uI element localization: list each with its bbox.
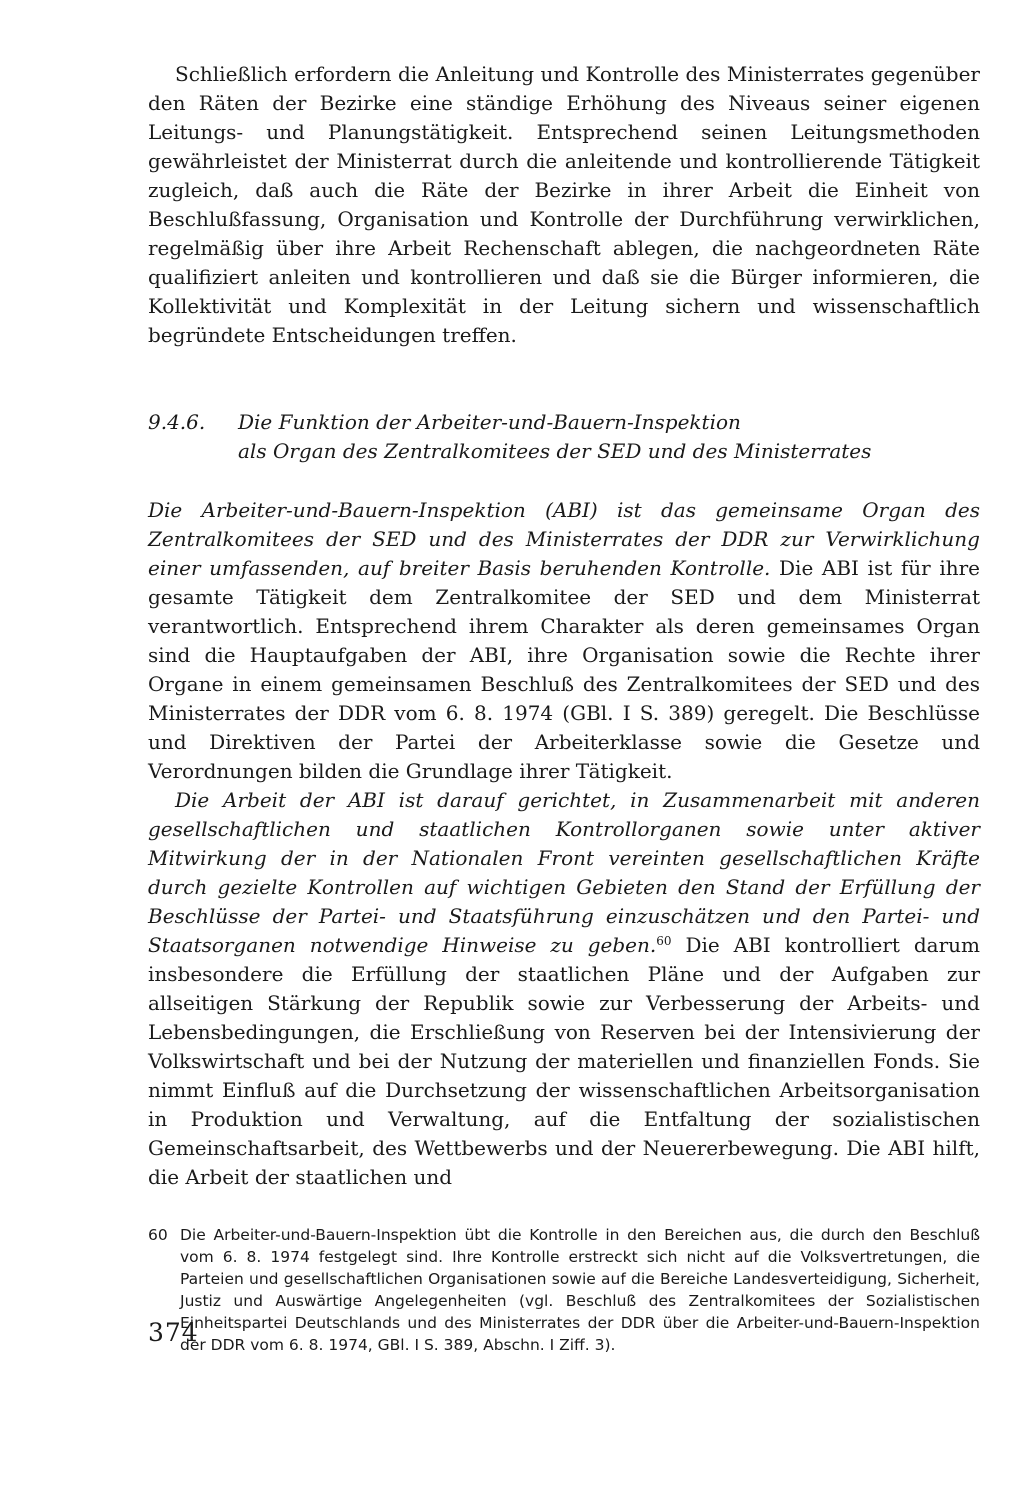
paragraph-3 (148, 786, 980, 1192)
section-title-line-1: Die Funktion der Arbeiter-und-Bauern-Inspektion (238, 410, 741, 434)
paragraph-3-rest: Die ABI kontrolliert darum insbesondere die Erfüllung der staatlichen Pläne und der Aufgaben zur allseitigen Stärkung der Republik sowie zur Verbesserung der Arbeits- und Lebensbedingungen, die Erschließung von Reserven bei der Intensivierung der Volkswirtschaft und bei der Nutzung der materiellen und finanziellen Fonds. Sie nimmt Einfluß auf die Durchsetzung der wissenschaftlichen Arbeitsorganisation in Produktion und Verwaltung, auf die Entfaltung der sozialistischen Gemeinschaftsarbeit, des Wettbewerbs und der Neuererbewegung. Die ABI hilft, die Arbeit der staatlichen und (148, 933, 980, 1189)
footnote-text: Die Arbeiter-und-Bauern-Inspektion übt die Kontrolle in den Bereichen aus, die durch den Beschluß vom 6. 8. 1974 festgelegt sind. Ihre Kontrolle erstreckt sich nicht auf die Volksvertretungen, die Parteien und gesellschaftlichen Organisationen sowie auf die Bereiche Landesverteidigung, Sicherheit, Justiz und Auswärtige Angelegenheiten (vgl. Beschluß des Zentralkomitees der Sozialistischen Einheitspartei Deutschlands und des Ministerrates der DDR über die Arbeiter-und-Bauern-Inspektion der DDR vom 6. 8. 1974, GBl. I S. 389, Abschn. I Ziff. 3). (180, 1226, 980, 1354)
paragraph-2-italic: Die Arbeiter-und-Bauern-Inspektion (ABI) ist das gemeinsame Organ des Zentralkomitees der SED und des Ministerrates der DDR zur Verwirklichung einer umfassenden, auf breiter Basis beruhenden Kontrolle. (148, 498, 980, 580)
paragraph-2 (148, 496, 980, 786)
footnote-number: 60 (148, 1226, 168, 1244)
section-heading (148, 408, 980, 466)
footnote (148, 1224, 980, 1356)
page-content (148, 60, 980, 1356)
paragraph-2-rest: Die ABI ist für ihre gesamte Tätigkeit dem Zentralkomitee der SED und dem Ministerrat verantwortlich. Entsprechend ihrem Charakter als deren gemeinsames Organ sind die Hauptaufgaben der ABI, ihre Organisation sowie die Rechte ihrer Organe in einem gemeinsamen Beschluß des Zentralkomitees der SED und des Ministerrates der DDR vom 6. 8. 1974 (GBl. I S. 389) geregelt. Die Beschlüsse und Direktiven der Partei der Arbeiterklasse sowie die Gesetze und Verordnungen bilden die Grundlage ihrer Tätigkeit. (148, 556, 980, 783)
section-number: 9.4.6. (148, 410, 206, 434)
paragraph-3-italic: Die Arbeit der ABI ist darauf gerichtet, in Zusammenarbeit mit anderen gesellschaftlichen und staatlichen Kontrollorganen sowie unter aktiver Mitwirkung der in der Nationalen Front vereinten gesellschaftlichen Kräfte durch gezielte Kontrollen auf wichtigen Gebieten den Stand der Erfüllung der Beschlüsse der Partei- und Staatsführung einzuschätzen und den Partei- und Staatsorganen notwendige Hinweise zu geben. (148, 788, 980, 957)
section-title-line-2: als Organ des Zentralkomitees der SED und des Ministerrates (238, 439, 872, 463)
footnote-reference: 60 (656, 934, 672, 948)
page-number: 374 (148, 1318, 199, 1347)
section-title (238, 408, 980, 466)
paragraph-1: Schließlich erfordern die Anleitung und Kontrolle des Ministerrates gegenüber den Räten der Bezirke eine ständige Erhöhung des Niveaus seiner eigenen Leitungs- und Planungstätigkeit. Entsprechend seinen Leitungsmethoden gewährleistet der Ministerrat durch die anleitende und kontrollierende Tätigkeit zugleich, daß auch die Räte der Bezirke in ihrer Arbeit die Einheit von Beschlußfassung, Organisation und Kontrolle der Durchführung verwirklichen, regelmäßig über ihre Arbeit Rechenschaft ablegen, die nachgeordneten Räte qualifiziert anleiten und kontrollieren und daß sie die Bürger informieren, die Kollektivität und Komplexität in der Leitung sichern und wissenschaftlich begründete Entscheidungen treffen. (148, 62, 980, 347)
